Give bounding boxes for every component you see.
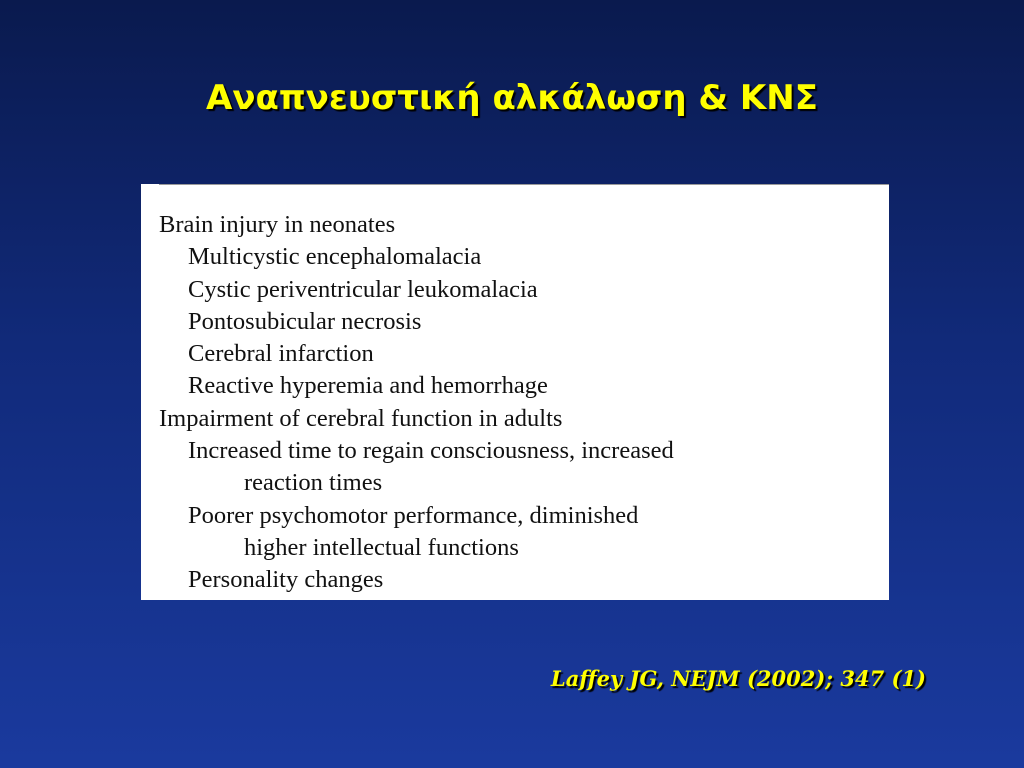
table-image-panel <box>141 184 889 600</box>
list-item: Pontosubicular necrosis <box>188 307 422 335</box>
list-item: higher intellectual functions <box>244 533 519 561</box>
effects-list <box>159 209 674 597</box>
list-item: Increased time to regain consciousness, increased <box>188 437 674 465</box>
list-item: Cerebral infarction <box>188 340 374 368</box>
list-item: Impairment of cerebral function in adults <box>159 404 563 432</box>
list-item: Brain injury in neonates <box>159 211 396 238</box>
list-item: Personality changes <box>188 566 384 594</box>
citation: Laffey JG, NEJM (2002); 347 (1) <box>550 666 926 691</box>
list-item: Multicystic encephalomalacia <box>188 243 482 271</box>
list-item: Reactive hyperemia and hemorrhage <box>188 372 548 400</box>
list-item: Poorer psychomotor performance, diminished <box>188 501 639 529</box>
list-item: reaction times <box>244 469 383 497</box>
slide-title: Αναπνευστική αλκάλωση & ΚΝΣ <box>206 78 818 118</box>
list-item: Cystic periventricular leukomalacia <box>188 275 538 303</box>
table-top-rule <box>159 184 889 185</box>
